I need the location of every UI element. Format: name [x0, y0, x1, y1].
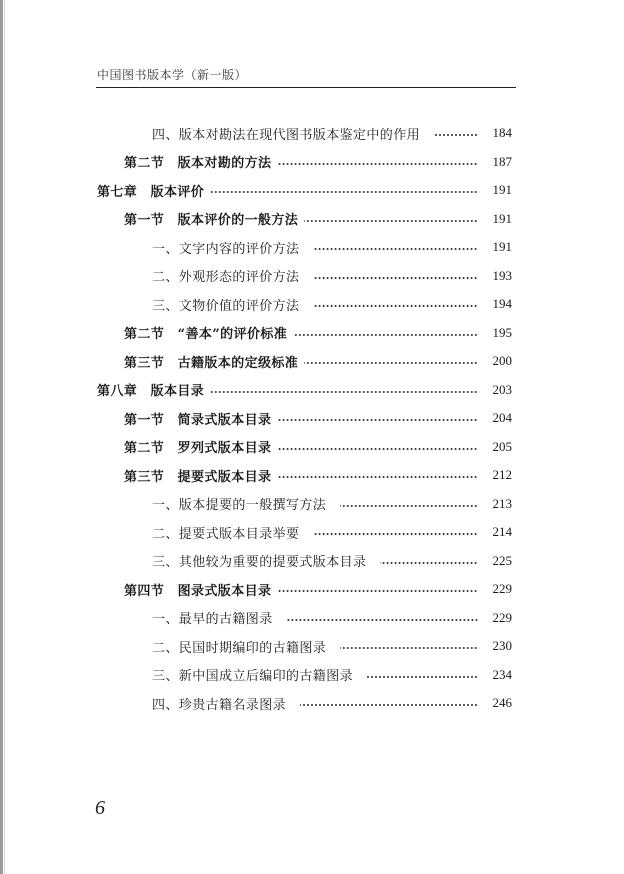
- toc-entry-title: 第四节 图录式版本目录: [124, 583, 272, 599]
- toc-entry-title: 一、文字内容的评价方法: [152, 241, 300, 257]
- toc-subsection-row: [0, 266, 512, 286]
- toc-section-row: [0, 323, 512, 343]
- toc-entry-title: 第七章 版本评价: [97, 184, 205, 200]
- toc-entry-page: 225: [492, 552, 512, 568]
- toc-entry-page: 200: [492, 353, 512, 368]
- toc-entry-page: 204: [492, 410, 512, 425]
- toc-section-row: [0, 152, 512, 172]
- toc-entry-page: 191: [492, 239, 512, 254]
- toc-entry-title: 三、其他较为重要的提要式版本目录: [152, 555, 367, 570]
- dot-leader: [340, 647, 478, 649]
- dot-leader: [277, 419, 478, 421]
- toc-entry-page: 230: [492, 638, 512, 653]
- toc-entry-page: 212: [492, 467, 512, 482]
- toc-entry-page: 203: [492, 381, 512, 397]
- dot-leader: [277, 448, 478, 450]
- toc-section-row: [0, 209, 512, 229]
- toc-subsection-row: [0, 522, 512, 542]
- dot-leader: [313, 533, 478, 535]
- toc-entry-title: 第一节 版本评价的一般方法: [124, 213, 299, 228]
- toc-section-row: [0, 351, 512, 371]
- toc-entry-page: 191: [492, 210, 512, 226]
- toc-section-row: [0, 579, 512, 599]
- toc-entry-page: 229: [492, 609, 512, 625]
- dot-leader: [340, 505, 478, 507]
- toc-subsection-row: [0, 123, 512, 143]
- dot-leader: [304, 220, 478, 222]
- toc-section-row: [0, 408, 512, 428]
- toc-subsection-row: [0, 294, 512, 314]
- dot-leader: [293, 334, 478, 336]
- toc-subsection-row: [0, 665, 512, 685]
- toc-entry-title: 第一节 简录式版本目录: [124, 412, 272, 428]
- dot-leader: [313, 277, 478, 279]
- dot-leader: [277, 476, 478, 478]
- toc-entry-title: 一、最早的古籍图录: [152, 612, 273, 627]
- toc-entry-title: 第二节 版本对勘的方法: [124, 156, 272, 171]
- toc-entry-title: 第三节 提要式版本目录: [124, 469, 272, 485]
- toc-subsection-row: [0, 494, 512, 514]
- running-header: 中国图书版本学（新一版）: [97, 68, 248, 82]
- toc-entry-title: 第八章 版本目录: [97, 384, 205, 399]
- toc-entry-page: 213: [492, 495, 512, 511]
- dot-leader: [277, 590, 478, 592]
- toc-section-row: [0, 465, 512, 485]
- toc-subsection-row: [0, 551, 512, 571]
- toc-entry-page: 195: [492, 324, 512, 340]
- dot-leader: [210, 391, 478, 393]
- toc-entry-title: 四、珍贵古籍名录图录: [152, 697, 287, 713]
- toc-entry-title: 二、民国时期编印的古籍图录: [152, 640, 327, 656]
- toc-entry-page: 214: [492, 524, 512, 539]
- dot-leader: [434, 134, 478, 136]
- toc-entry-page: 234: [492, 666, 512, 682]
- toc-entry-title: 三、新中国成立后编印的古籍图录: [152, 669, 354, 684]
- toc-entry-title: 一、版本提要的一般撰写方法: [152, 498, 327, 513]
- dot-leader: [313, 248, 478, 250]
- dot-leader: [287, 619, 478, 621]
- toc-entry-page: 229: [492, 581, 512, 596]
- toc-entry-title: 第二节 “善本”的评价标准: [124, 327, 288, 342]
- toc-entry-page: 194: [492, 296, 512, 311]
- dot-leader: [367, 676, 478, 678]
- toc-entry-title: 第三节 古籍版本的定级标准: [124, 355, 299, 371]
- toc-entry-page: 246: [492, 695, 512, 710]
- dot-leader: [277, 163, 478, 165]
- page-number: 6: [95, 797, 105, 819]
- toc-entry-title: 二、外观形态的评价方法: [152, 270, 300, 285]
- dot-leader: [304, 362, 478, 364]
- toc-subsection-row: [0, 608, 512, 628]
- toc-entry-page: 193: [492, 267, 512, 283]
- dot-leader: [313, 305, 478, 307]
- toc-entry-page: 184: [492, 125, 512, 140]
- header-rule: [96, 87, 516, 88]
- dot-leader: [210, 191, 478, 193]
- toc-entry-page: 191: [492, 182, 512, 197]
- toc-entry-page: 205: [492, 438, 512, 454]
- toc-entry-title: 二、提要式版本目录举要: [152, 526, 300, 542]
- toc-entry-title: 三、文物价值的评价方法: [152, 298, 300, 314]
- toc-section-row: [0, 437, 512, 457]
- toc-subsection-row: [0, 636, 512, 656]
- toc-subsection-row: [0, 693, 512, 713]
- toc-entry-title: 第二节 罗列式版本目录: [124, 441, 272, 456]
- toc-subsection-row: [0, 237, 512, 257]
- toc-chapter-row: [0, 180, 512, 200]
- toc-entry-title: 四、版本对勘法在现代图书版本鉴定中的作用: [152, 127, 421, 143]
- toc-entry-page: 187: [492, 153, 512, 169]
- dot-leader: [300, 704, 478, 706]
- toc-chapter-row: [0, 380, 512, 400]
- dot-leader: [380, 562, 478, 564]
